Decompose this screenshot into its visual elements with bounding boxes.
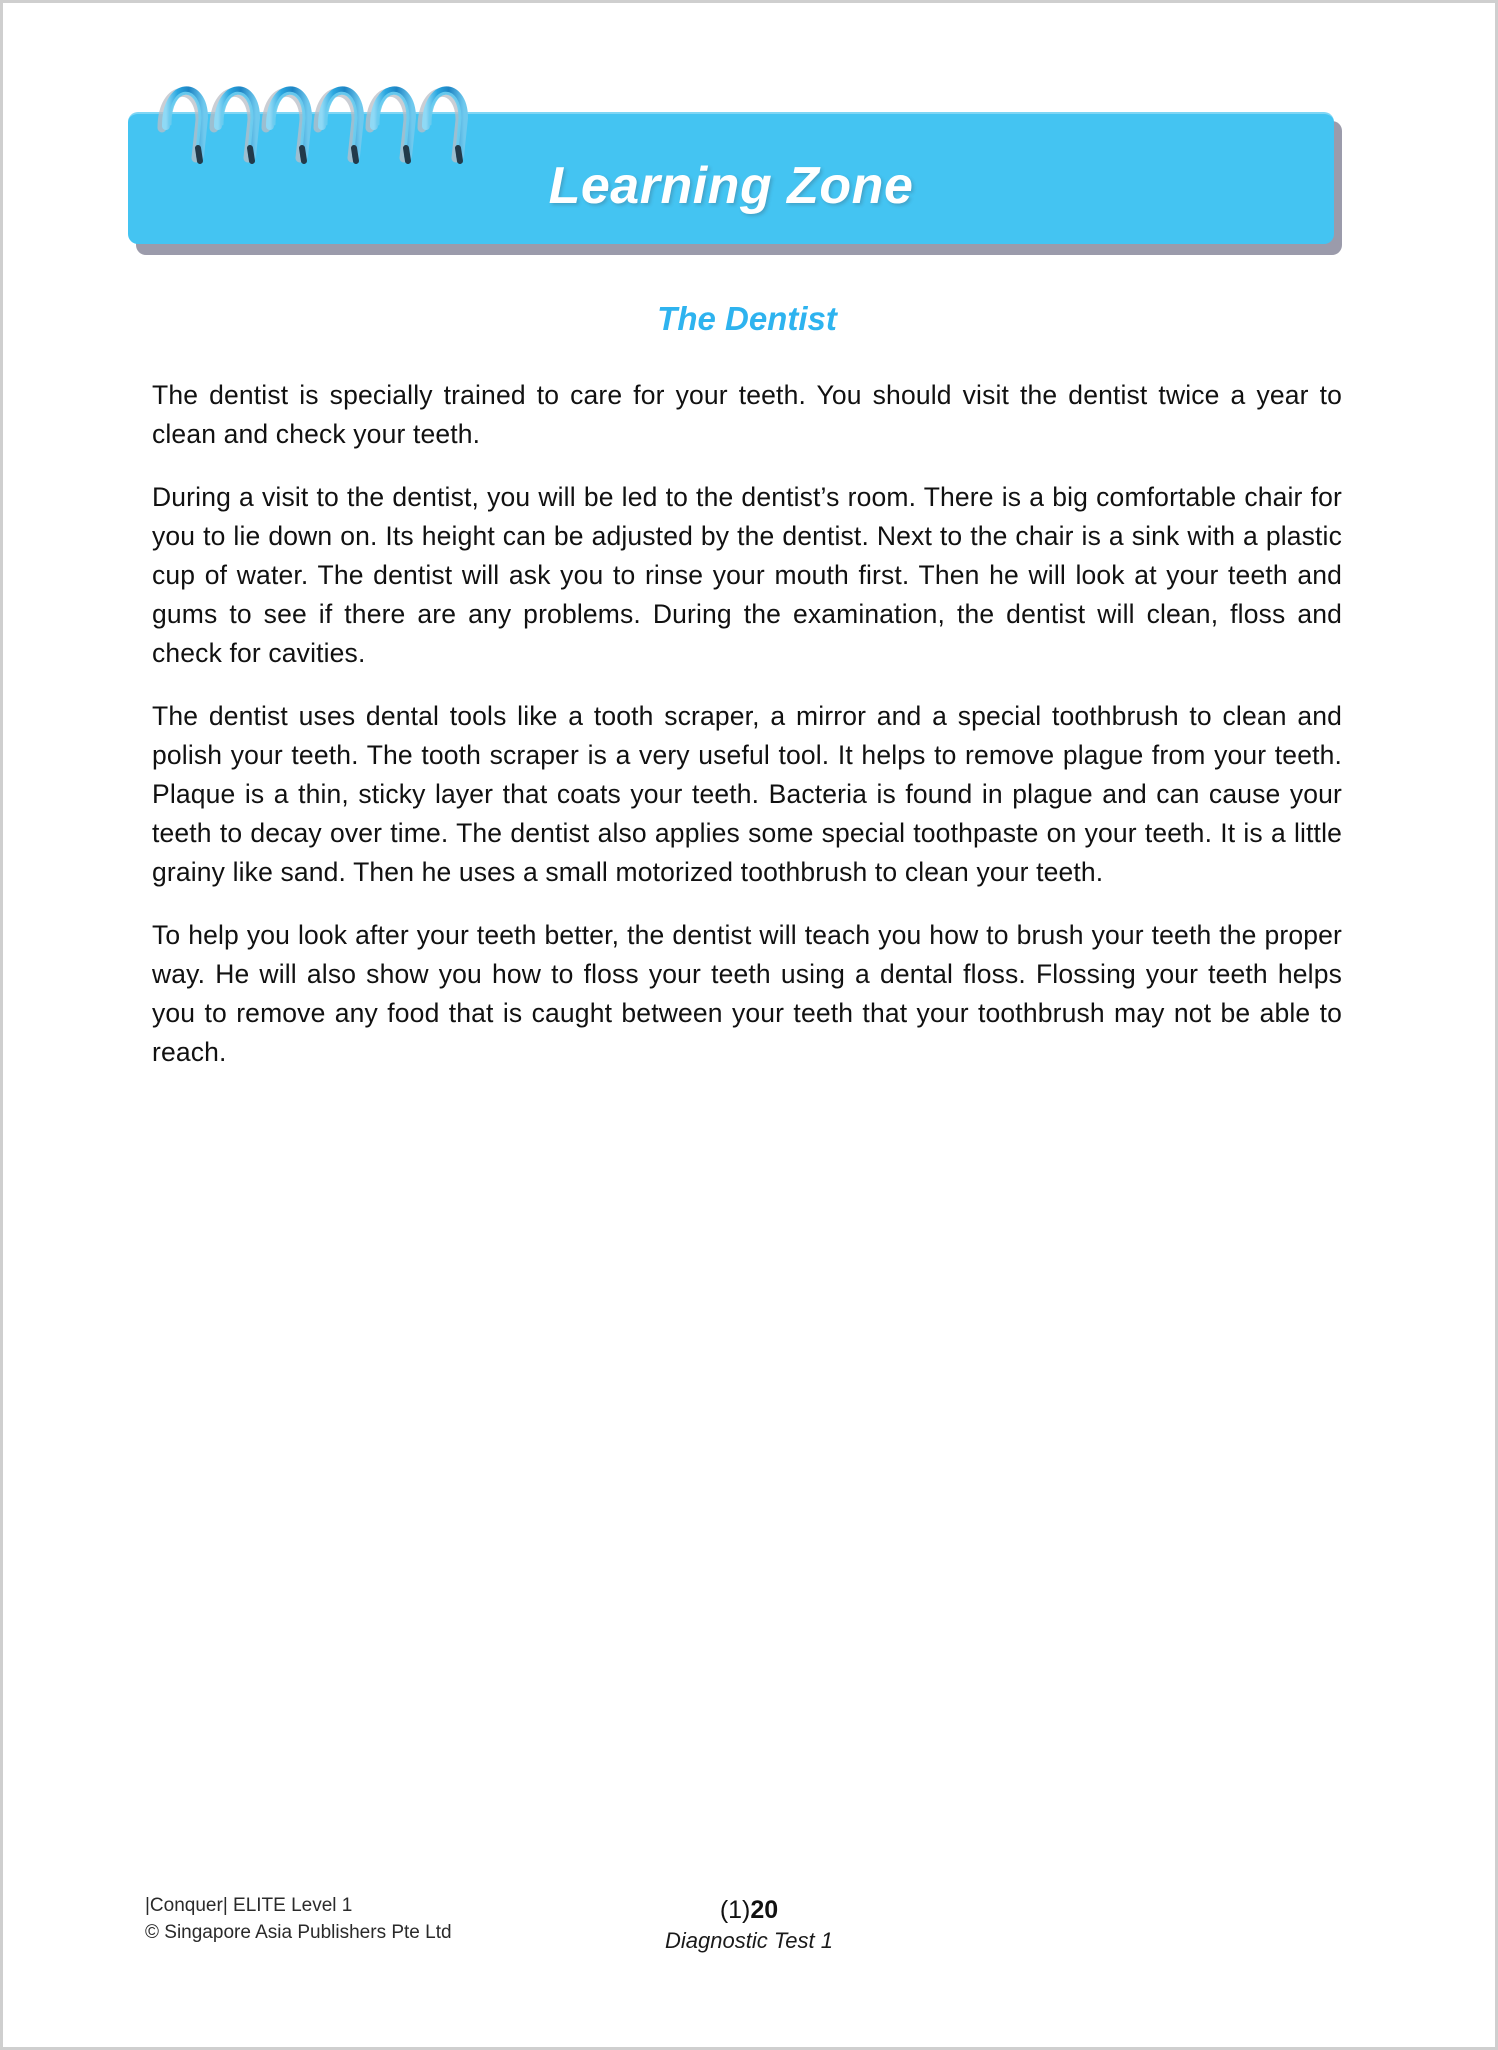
paragraph: To help you look after your teeth better, the dentist will teach you how to brush your teeth the proper way. He will also show you how to floss your teeth using a dental floss. Flossing your teeth helps you to remove any food that is caught between your teeth that your toothbrush may not be able to reach.: [152, 920, 1342, 1067]
spiral-binding-rings: [156, 62, 486, 182]
ring-icon: [162, 90, 464, 161]
footer-page-block: [0, 1896, 1498, 1954]
page-number: [0, 1896, 1498, 1925]
paragraph: The dentist is specially trained to care for your teeth. You should visit the dentist twice a year to clean and check your teeth.: [152, 380, 1342, 449]
article-body: [152, 300, 1342, 1072]
banner-title: Learning Zone: [548, 157, 914, 215]
footer-copyright-line: © Singapore Asia Publishers Pte Ltd: [145, 1922, 452, 1943]
page-border-top: [0, 0, 1498, 3]
footer-series-line: |Conquer| ELITE Level 1: [145, 1895, 353, 1916]
article-title: The Dentist: [657, 300, 837, 337]
page-footer: [0, 1892, 1498, 1982]
page-border-left: [0, 0, 3, 2050]
paragraph: During a visit to the dentist, you will be led to the dentist’s room. There is a big comfortable chair for you to lie down on. Its height can be adjusted by the dentist. Next to the chair is a sink with a plastic cup of water. The dentist will ask you to rinse your mouth first. Then he will look at your teeth and gums to see if there are any problems. During the examination, the dentist will clean, floss and check for cavities.: [152, 482, 1342, 668]
paragraph: The dentist uses dental tools like a tooth scraper, a mirror and a special toothbrush to clean and polish your teeth. The tooth scraper is a very useful tool. It helps to remove plague from your teeth. Plaque is a thin, sticky layer that coats your teeth. Bacteria is found in plague and can cause your teeth to decay over time. The dentist also applies some special toothpaste on your teeth. It is a little grainy like sand. Then he uses a small motorized toothbrush to clean your teeth.: [152, 701, 1342, 887]
footer-subtitle: Diagnostic Test 1: [665, 1928, 833, 1953]
page-number-prefix: (1): [719, 1896, 751, 1924]
page-number-value: 20: [750, 1896, 779, 1924]
